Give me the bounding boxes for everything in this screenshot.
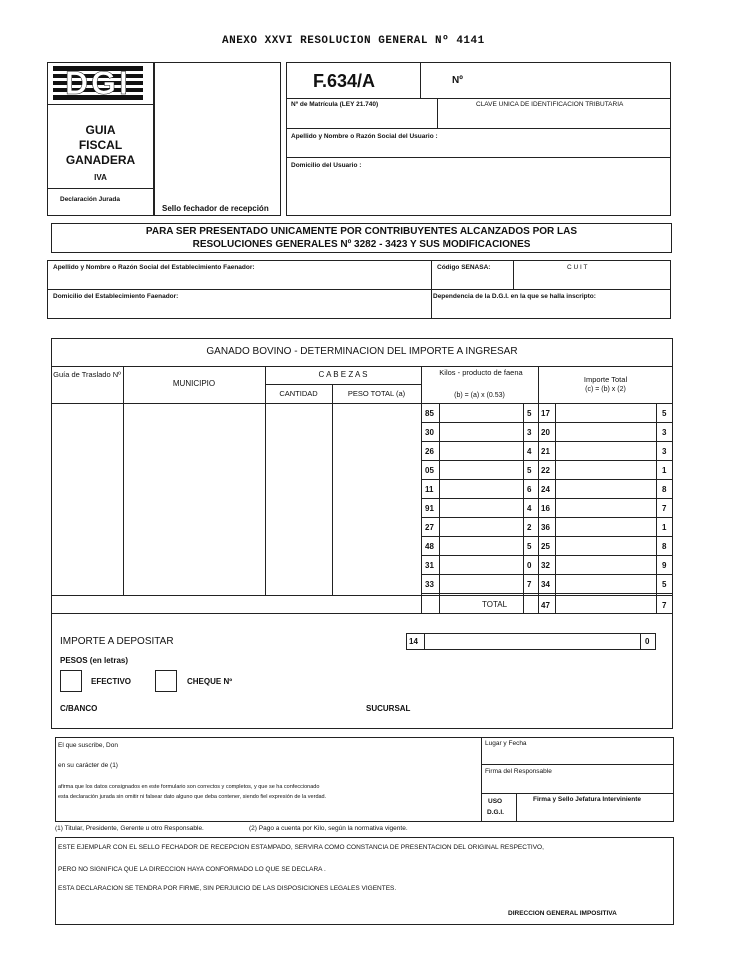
cheque-label: CHEQUE Nº bbox=[187, 677, 233, 686]
uso-label: USO bbox=[488, 798, 503, 805]
importe-left: 24 bbox=[541, 485, 550, 494]
importe-left: 21 bbox=[541, 447, 550, 456]
importe-left: 34 bbox=[541, 580, 550, 589]
form-header: ANEXO XXVI RESOLUCION GENERAL Nº 4141 bbox=[222, 35, 485, 47]
kilos-right: 0 bbox=[527, 561, 532, 570]
kilos-left: 85 bbox=[425, 409, 434, 418]
senasa-label: Código SENASA: bbox=[437, 264, 491, 271]
notice-line-1: PARA SER PRESENTADO UNICAMENTE POR CONTRIBUYENTES ALCANZADOS POR LAS bbox=[145, 226, 578, 237]
kilos-right: 5 bbox=[527, 542, 532, 551]
deposit-section bbox=[51, 614, 673, 729]
kilos-right: 4 bbox=[527, 504, 532, 513]
kilos-right: 2 bbox=[527, 523, 532, 532]
kilos-right: 3 bbox=[527, 428, 532, 437]
efectivo-checkbox[interactable] bbox=[60, 670, 82, 692]
declaration-label: Declaración Jurada bbox=[60, 196, 120, 203]
efectivo-label: EFECTIVO bbox=[91, 677, 132, 686]
importe-left: 25 bbox=[541, 542, 550, 551]
kilos-right: 4 bbox=[527, 447, 532, 456]
firma-label: Firma del Responsable bbox=[485, 768, 552, 775]
tax-label: IVA bbox=[94, 173, 107, 182]
kilos-left: 30 bbox=[425, 428, 434, 437]
col-cantidad: CANTIDAD bbox=[279, 389, 318, 398]
kilos-left: 48 bbox=[425, 542, 434, 551]
stamp-area bbox=[154, 62, 281, 216]
importe-right: 8 bbox=[662, 542, 667, 551]
banco-label: C/BANCO bbox=[60, 704, 98, 713]
stamp-label: Sello fechador de recepción bbox=[162, 204, 269, 213]
kilos-left: 27 bbox=[425, 523, 434, 532]
importe-right: 9 bbox=[662, 561, 667, 570]
decl-line-2: en su carácter de (1) bbox=[58, 762, 118, 769]
col-kilos: Kilos - producto de faena bbox=[439, 368, 523, 377]
kilos-right: 5 bbox=[527, 466, 532, 475]
jefatura-label: Firma y Sello Jefatura Interviniente bbox=[533, 796, 642, 803]
table-title: GANADO BOVINO - DETERMINACION DEL IMPORTE A INGRESAR bbox=[206, 346, 518, 357]
deposit-amount-field[interactable] bbox=[406, 633, 656, 650]
kilos-left: 26 bbox=[425, 447, 434, 456]
decl-line-3: afirma que los datos consignados en este formulario son correctos y completos, y que se ha confeccionado bbox=[58, 784, 320, 790]
est-address-label: Domicilio del Establecimiento Faenador: bbox=[53, 293, 179, 300]
importe-right: 3 bbox=[662, 428, 667, 437]
dependency-label: Dependencia de la D.G.I. en la que se halla inscripto: bbox=[433, 293, 596, 300]
importe-left: 22 bbox=[541, 466, 550, 475]
guia-title-1: GUIA bbox=[85, 123, 116, 137]
total-left: 47 bbox=[541, 601, 550, 610]
col-importe: Importe Total bbox=[583, 375, 628, 384]
kilos-left: 31 bbox=[425, 561, 434, 570]
kilos-right: 5 bbox=[527, 409, 532, 418]
cheque-checkbox[interactable] bbox=[155, 670, 177, 692]
pesos-label: PESOS (en letras) bbox=[60, 656, 129, 665]
importe-right: 7 bbox=[662, 504, 667, 513]
user-address-label: Domicilio del Usuario : bbox=[291, 162, 362, 169]
notice-line-2: RESOLUCIONES GENERALES Nº 3282 - 3423 Y SUS MODIFICACIONES bbox=[192, 239, 531, 250]
kilos-left: 11 bbox=[425, 485, 434, 494]
kilos-right: 7 bbox=[527, 580, 532, 589]
form-number-label: Nº bbox=[452, 75, 463, 86]
footnote-2: (2) Pago a cuenta por Kilo, según la normativa vigente. bbox=[249, 825, 408, 832]
kilos-left: 05 bbox=[425, 466, 434, 475]
dgi-logo bbox=[53, 66, 143, 100]
importe-right: 1 bbox=[662, 523, 667, 532]
col-guia: Guía de Traslado Nº bbox=[53, 370, 121, 379]
col-municipio: MUNICIPIO bbox=[172, 379, 216, 388]
col-importe-formula: (c) = (b) x (2) bbox=[585, 386, 626, 393]
logo-text: DGI bbox=[65, 65, 131, 101]
user-name-label: Apellido y Nombre o Razón Social del Usuario : bbox=[291, 133, 438, 140]
est-name-label: Apellido y Nombre o Razón Social del Establecimiento Faenador: bbox=[53, 264, 255, 271]
decl-line-1: El que suscribe, Don bbox=[58, 742, 118, 749]
footnote-1: (1) Titular, Presidente, Gerente u otro Responsable. bbox=[55, 825, 204, 832]
importe-right: 5 bbox=[662, 580, 667, 589]
importe-left: 16 bbox=[541, 504, 550, 513]
deposit-label: IMPORTE A DEPOSITAR bbox=[60, 636, 174, 647]
guia-title-3: GANADERA bbox=[65, 153, 136, 167]
importe-left: 20 bbox=[541, 428, 550, 437]
importe-left: 32 bbox=[541, 561, 550, 570]
cuit-label: CLAVE UNICA DE IDENTIFICACION TRIBUTARIA bbox=[476, 101, 624, 108]
col-cabezas: C A B E Z A S bbox=[318, 370, 368, 379]
total-right: 7 bbox=[662, 601, 667, 610]
form-code: F.634/A bbox=[313, 71, 376, 91]
est-cuit-label: C U I T bbox=[567, 264, 588, 271]
kilos-left: 91 bbox=[425, 504, 434, 513]
sucursal-label: SUCURSAL bbox=[366, 704, 411, 713]
col-kilos-formula: (b) = (a) x (0.53) bbox=[454, 392, 505, 399]
importe-right: 1 bbox=[662, 466, 667, 475]
bottom-line-4: DIRECCION GENERAL IMPOSITIVA bbox=[508, 910, 617, 917]
dgi-label: D.G.I. bbox=[487, 809, 504, 816]
deposit-right: 0 bbox=[645, 637, 650, 646]
bottom-line-2: PERO NO SIGNIFICA QUE LA DIRECCION HAYA CONFORMADO LO QUE SE DECLARA . bbox=[58, 866, 326, 873]
col-peso: PESO TOTAL (a) bbox=[347, 389, 406, 398]
importe-left: 17 bbox=[541, 409, 550, 418]
importe-right: 8 bbox=[662, 485, 667, 494]
bottom-line-1: ESTE EJEMPLAR CON EL SELLO FECHADOR DE RECEPCION ESTAMPADO, SERVIRA COMO CONSTANCIA DE PRESENTACION DEL ORIGINAL RESPECTIVO, bbox=[58, 844, 544, 851]
declaration-box bbox=[55, 737, 674, 822]
importe-left: 36 bbox=[541, 523, 550, 532]
kilos-left: 33 bbox=[425, 580, 434, 589]
importe-right: 3 bbox=[662, 447, 667, 456]
total-label: TOTAL bbox=[482, 600, 508, 609]
bottom-line-3: ESTA DECLARACION SE TENDRA POR FIRME, SIN PERJUICIO DE LAS DISPOSICIONES LEGALES VIGENTES. bbox=[58, 885, 397, 892]
guia-title-2: FISCAL bbox=[78, 138, 123, 152]
matricula-label: Nº de Matrícula (LEY 21.740) bbox=[291, 101, 379, 108]
deposit-left: 14 bbox=[409, 637, 418, 646]
lugar-label: Lugar y Fecha bbox=[485, 740, 527, 747]
importe-right: 5 bbox=[662, 409, 667, 418]
decl-line-4: esta declaración jurada sin omitir ni falsear dato alguno que deba contener, siendo fiel expresión de la verdad. bbox=[58, 794, 327, 800]
kilos-right: 6 bbox=[527, 485, 532, 494]
